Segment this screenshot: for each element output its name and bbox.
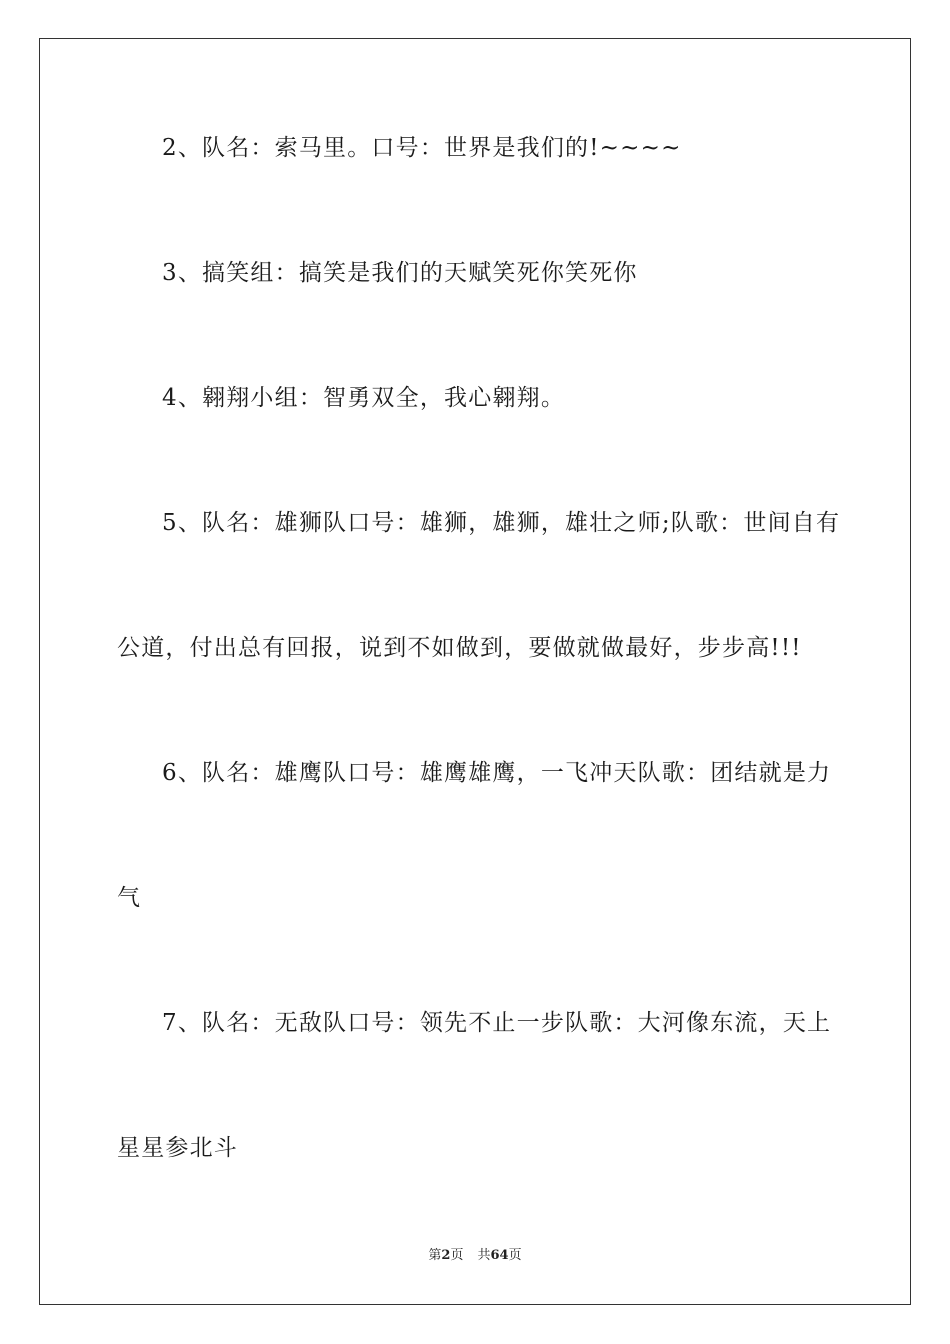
paragraph-line-team-7: 7、队名：无敌队口号：领先不止一步队歌：大河像东流，天上 [162,1010,832,1036]
footer-page-number: 2 [441,1248,451,1263]
footer-page-prefix: 第 [428,1248,442,1263]
page-border [39,38,911,1305]
paragraph-line-team-4: 4、翱翔小组：智勇双全，我心翱翔。 [162,385,566,411]
footer-total-suffix: 页 [508,1248,522,1263]
paragraph-line-team-5: 5、队名：雄狮队口号：雄狮，雄狮，雄壮之师;队歌：世间自有 [162,510,841,536]
paragraph-line-team-6-cont: 气 [117,885,142,911]
footer-total-prefix: 共 [477,1248,491,1263]
footer-total-number: 64 [490,1248,509,1263]
paragraph-line-team-2: 2、队名：索马里。口号：世界是我们的!~~~~ [162,135,682,161]
paragraph-line-team-7-cont: 星星参北斗 [117,1135,238,1161]
paragraph-line-team-3: 3、搞笑组：搞笑是我们的天赋笑死你笑死你 [162,260,638,286]
footer-page-suffix: 页 [450,1248,464,1263]
page-footer [0,1247,950,1265]
paragraph-line-team-6: 6、队名：雄鹰队口号：雄鹰雄鹰，一飞冲天队歌：团结就是力 [162,760,832,786]
paragraph-line-team-5-cont: 公道，付出总有回报，说到不如做到，要做就做最好，步步高!!! [117,635,802,661]
